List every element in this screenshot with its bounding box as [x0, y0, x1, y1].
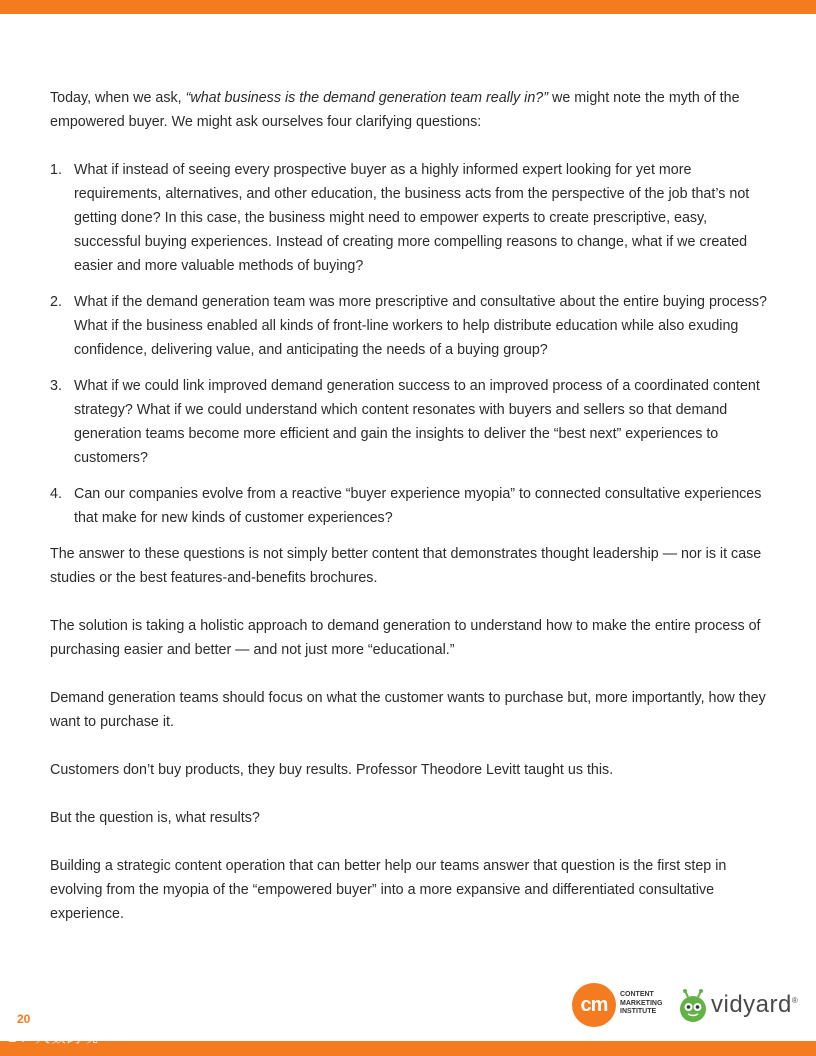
- bottom-accent-bar: [0, 1041, 816, 1056]
- list-number: 3.: [50, 378, 62, 394]
- top-accent-bar: [0, 0, 816, 14]
- paragraph: But the question is, what results?: [50, 810, 260, 826]
- list-text: What if the demand generation team was more prescriptive and consultative about the entire buying process? What if the business enabled all kinds of front-line workers to help distribute education while also exuding confidence, delivering value, and anticipating the needs of a buying group?: [74, 294, 767, 358]
- list-item: [50, 158, 774, 278]
- vidyard-robot-icon: [678, 989, 708, 1023]
- vidyard-logo: [678, 989, 802, 1023]
- list-item: [50, 374, 774, 470]
- list-number: 4.: [50, 486, 62, 502]
- paragraph: The answer to these questions is not simply better content that demonstrates thought leadership — nor is it case studies or the best features-and-benefits brochures.: [50, 546, 762, 586]
- intro-question: “what business is the demand generation team really in?”: [185, 90, 549, 106]
- list-text: Can our companies evolve from a reactive “buyer experience myopia” to connected consultative experiences that make for new kinds of customer experiences?: [74, 486, 762, 526]
- intro-paragraph: Today, when we ask, “what business is the demand generation team really in?” we might note the myth of the empowered buyer. We might ask ourselves four clarifying questions:: [50, 90, 740, 130]
- list-text: What if instead of seeing every prospective buyer as a highly informed expert looking for yet more requirements, alternatives, and other education, the business acts from the perspective of the job that’s not getting done? In this case, the business might need to empower experts to create prescriptive, easy, successful buying experiences. Instead of creating more compelling reasons to change, what if we created easier and more valuable methods of buying?: [74, 162, 750, 274]
- paragraph: Customers don’t buy products, they buy results. Professor Theodore Levitt taught us this.: [50, 762, 614, 778]
- questions-list: [50, 158, 774, 530]
- list-item: [50, 290, 774, 362]
- list-number: 2.: [50, 294, 62, 310]
- watermark: 1Ф 大数跨境: [8, 1029, 99, 1046]
- list-number: 1.: [50, 162, 62, 178]
- cmi-logo: [572, 983, 672, 1029]
- paragraph: Demand generation teams should focus on what the customer wants to purchase but, more importantly, how they want to purchase it.: [50, 690, 766, 730]
- vidyard-logo-text: vidyard: [711, 991, 792, 1018]
- cmi-logo-text: CONTENT MARKETING INSTITUTE: [620, 991, 663, 1015]
- list-text: What if we could link improved demand generation success to an improved process of a coordinated content strategy? What if we could understand which content resonates with buyers and sellers so that demand generation teams become more efficient and gain the insights to deliver the “best next” experiences to customers?: [74, 378, 760, 466]
- registered-mark: ®: [791, 996, 799, 1005]
- body-text: [50, 86, 774, 950]
- list-item: [50, 482, 774, 530]
- paragraph: The solution is taking a holistic approach to demand generation to understand how to make the entire process of purchasing easier and better — and not just more “educational.”: [50, 618, 761, 658]
- page-number: 20: [17, 1012, 31, 1026]
- paragraph: Building a strategic content operation that can better help our teams answer that question is the first step in evolving from the myopia of the “empowered buyer” into a more expansive and differentiated consultative experience.: [50, 858, 727, 922]
- cmi-logo-mark: cm: [572, 983, 616, 1027]
